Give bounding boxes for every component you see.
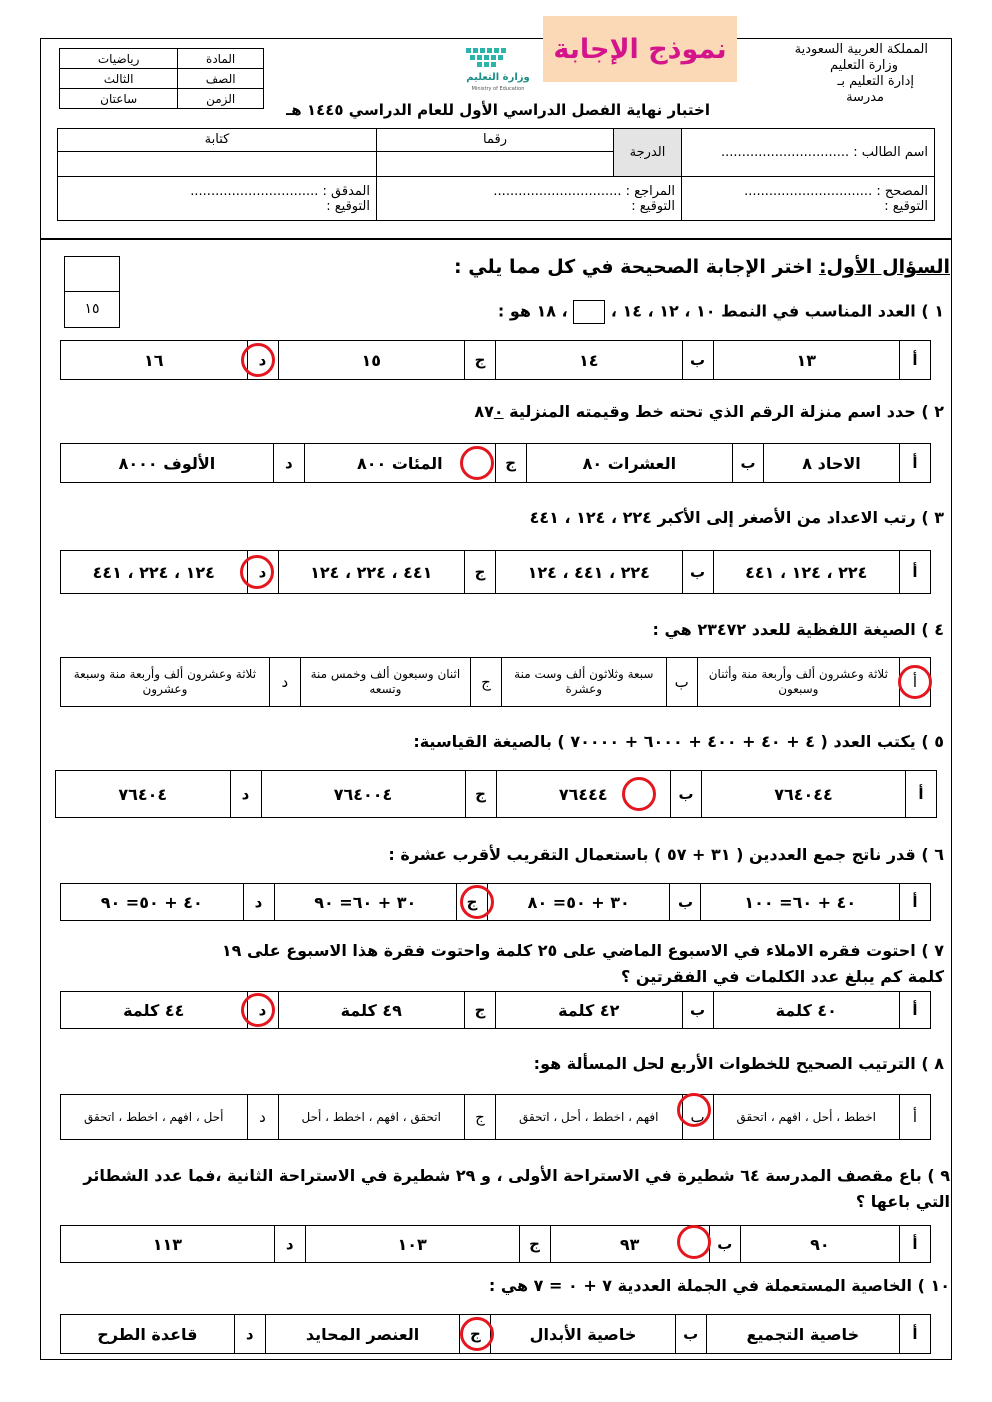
option-c[interactable]: ١٥ (278, 341, 465, 380)
header-divider (40, 238, 952, 240)
option-letter: ج (465, 1095, 496, 1140)
option-letter: د (269, 658, 300, 707)
section-title-text: اختر الإجابة الصحيحة في كل مما يلي : (454, 256, 819, 278)
option-letter: ب (682, 341, 713, 380)
option-letter: أ (900, 992, 931, 1029)
option-c[interactable]: ٤٩ كلمة (278, 992, 465, 1029)
options-q8 (60, 1094, 931, 1140)
option-letter: د (273, 444, 304, 483)
option-a[interactable]: ٩٠ (740, 1226, 899, 1263)
question-text: احتوت فقره الاملاء في الاسبوع الماضي على ٢٥ كلمة واحتوت فقرة هذا الاسبوع على ١٩ كلمة كم يبلغ عدد الكلمات في الفقرتين ؟ (221, 941, 944, 986)
option-a[interactable]: ٤٠ كلمة (713, 992, 900, 1029)
question-text: قدر ناتج جمع العددين ( ٣١ + ٥٧ ) باستعمال التقريب لأقرب عشرة : (388, 845, 916, 864)
reviewer-field: المراجع : ............................... (493, 183, 675, 199)
options-q5 (55, 770, 937, 818)
answer-key-badge: نموذج الإجابة (543, 16, 737, 82)
question-3 (530, 508, 944, 527)
option-a[interactable]: ثلاثة وعشرون ألف وأربعة منة وأثنان وسبعون (697, 658, 899, 707)
option-letter: د (247, 1095, 278, 1140)
option-b[interactable]: افهم ، اخطط ، أحل ، اتحقق (496, 1095, 683, 1140)
grade-words-input[interactable] (58, 152, 376, 176)
option-c[interactable]: المئات ٨٠٠ (304, 444, 495, 483)
options-q6 (60, 883, 931, 921)
question-6 (388, 845, 944, 864)
question-5 (413, 732, 944, 751)
option-letter: أ (900, 1095, 931, 1140)
option-letter: ج (495, 444, 526, 483)
option-letter: أ (900, 884, 931, 921)
question-tail: ، ١٨ هو : (497, 301, 574, 321)
option-d[interactable]: ١٢٤ ، ٢٢٤ ، ٤٤١ (61, 551, 248, 594)
corrector-cell[interactable] (682, 177, 935, 221)
option-letter: أ (900, 658, 931, 707)
option-letter: ب (670, 884, 701, 921)
reviewer-cell[interactable] (377, 177, 682, 221)
question-number: ٤ ) (921, 620, 944, 639)
grade-words-label: كتابة (58, 129, 376, 152)
option-letter: ج (470, 658, 501, 707)
auditor-field: المدقق : ............................... (190, 183, 370, 199)
option-letter: د (274, 1226, 305, 1263)
question-text: رتب الاعداد من الأصغر إلى الأكبر ٢٢٤ ، ١٢٤ ، ٤٤١ (529, 508, 916, 527)
logo-english: Ministry of Education (471, 86, 525, 92)
option-c[interactable]: اتحقق ، افهم ، اخطط ، أحل (278, 1095, 465, 1140)
option-a[interactable]: ٢٢٤ ، ١٢٤ ، ٤٤١ (713, 551, 900, 594)
student-name-field[interactable]: اسم الطالب : ............................... (682, 129, 935, 177)
question-number: ١ ) (921, 301, 944, 321)
duration-label: الزمن (178, 89, 264, 109)
answer-circle (241, 343, 275, 377)
option-d[interactable]: ١١٣ (61, 1226, 275, 1263)
option-a[interactable]: ٤٠ + ٦٠= ١٠٠ (701, 884, 900, 921)
auditor-cell[interactable] (58, 177, 377, 221)
answer-circle (240, 555, 274, 589)
grade-level-value: الثالث (60, 69, 178, 89)
question-number: ٥ ) (921, 732, 944, 751)
option-b[interactable]: ٣٠ + ٥٠= ٨٠ (488, 884, 670, 921)
answer-circle (241, 993, 275, 1027)
header-right (728, 42, 928, 106)
option-letter: أ (900, 341, 931, 380)
administration-label: إدارة التعليم بـ (837, 74, 914, 89)
option-letter: ج (465, 341, 496, 380)
option-b[interactable]: ٩٣ (550, 1226, 709, 1263)
option-letter: ج (460, 1315, 491, 1354)
option-letter: ج (519, 1226, 550, 1263)
option-b[interactable]: ٤٢ كلمة (496, 992, 683, 1029)
options-q1 (60, 340, 931, 380)
answer-circle (460, 446, 494, 480)
option-d[interactable]: قاعدة الطرح (61, 1315, 235, 1354)
option-c[interactable]: ٣٠ + ٦٠= ٩٠ (274, 884, 456, 921)
answer-circle (677, 1225, 711, 1259)
subject-value: رياضيات (60, 49, 178, 69)
option-letter: ب (682, 551, 713, 594)
subject-table (59, 48, 264, 109)
option-b[interactable]: ١٤ (496, 341, 683, 380)
exam-title: اختبار نهاية الفصل الدراسي الأول للعام الدراسي ١٤٤٥ هـ (286, 101, 710, 119)
pattern-blank-box (573, 300, 605, 324)
options-q2 (60, 443, 931, 483)
question-7 (184, 938, 944, 990)
option-letter: ب (682, 1095, 713, 1140)
score-input[interactable] (65, 257, 119, 292)
question-9 (50, 1163, 950, 1215)
answer-circle (898, 665, 932, 699)
option-a[interactable]: ١٣ (713, 341, 900, 380)
section-title-prefix: السؤال الأول: (818, 256, 950, 278)
auditor-signature: التوقيع : (326, 198, 370, 214)
option-a[interactable]: خاصية التجميع (706, 1315, 899, 1354)
option-b[interactable]: سبعة وثلاثون ألف وست منة وعشرة (501, 658, 666, 707)
option-d[interactable]: ٤٤ كلمة (61, 992, 248, 1029)
option-d[interactable]: الألوف ٨٠٠٠ (61, 444, 274, 483)
question-number: ٦ ) (921, 845, 944, 864)
option-letter: ج (457, 884, 488, 921)
question-text: الصيغة اللفظية للعدد ٢٣٤٧٢ هي : (652, 620, 916, 639)
option-letter: ج (465, 771, 496, 818)
option-letter: ب (733, 444, 764, 483)
option-b[interactable]: ٧٦٤٤٤ (496, 771, 671, 818)
question-10 (489, 1276, 950, 1295)
score-total: ١٥ (84, 301, 100, 317)
option-letter: د (243, 884, 274, 921)
option-letter: أ (900, 1315, 931, 1354)
option-c[interactable]: ١٠٣ (305, 1226, 519, 1263)
logo-arabic: وزارة التعليم (466, 72, 530, 83)
option-d[interactable]: ١٦ (61, 341, 248, 380)
option-a[interactable]: الاحاد ٨ (764, 444, 900, 483)
option-a[interactable]: ٧٦٤٠٤٤ (702, 771, 906, 818)
option-c[interactable]: ٤٤١ ، ٢٢٤ ، ١٢٤ (278, 551, 465, 594)
question-8 (534, 1054, 944, 1073)
option-letter: أ (900, 1226, 931, 1263)
question-text: حدد اسم منزلة الرقم الذي تحته خط وقيمته المنزلية (503, 402, 916, 421)
option-c[interactable]: اثنان وسبعون ألف وخمس منة وتسعه (300, 658, 470, 707)
options-q7 (60, 991, 931, 1029)
corrector-field: المصحح : ............................... (744, 183, 928, 199)
kingdom-label: المملكة العربية السعودية (794, 42, 928, 57)
answer-circle (460, 1317, 494, 1351)
option-b[interactable]: خاصية الأبدال (491, 1315, 675, 1354)
option-letter: ج (465, 992, 496, 1029)
reviewer-signature: التوقيع : (631, 198, 675, 214)
place-value-number: ٨٧ (474, 402, 494, 421)
option-letter: د (247, 551, 278, 594)
option-letter: د (234, 1315, 265, 1354)
corrector-signature: التوقيع : (884, 198, 928, 214)
question-number: ٧ ) (921, 941, 944, 960)
options-q10 (60, 1314, 931, 1354)
score-box (64, 256, 120, 328)
option-d[interactable]: ٤٠ + ٥٠= ٩٠ (61, 884, 244, 921)
option-letter: ب (709, 1226, 740, 1263)
answer-circle (677, 1093, 711, 1127)
option-letter: ب (671, 771, 702, 818)
ministry-logo-icon (458, 44, 538, 94)
option-c[interactable]: العنصر المحايد (265, 1315, 460, 1354)
question-text: باع مقصف المدرسة ٦٤ شطيرة في الاستراحة الأولى ، و ٢٩ شطيرة في الاستراحة الثانية ،فما عدد الشطائر التي باعها ؟ (83, 1166, 950, 1211)
underlined-digit: ٠ (493, 402, 504, 421)
options-q9 (60, 1225, 931, 1263)
question-number: ٣ ) (921, 508, 944, 527)
option-b[interactable]: ٢٢٤ ، ٤٤١ ، ١٢٤ (496, 551, 683, 594)
question-text: يكتب العدد ( ٤ + ٤٠ + ٤٠٠ + ٦٠٠٠ + ٧٠٠٠٠ ) بالصيغة القياسية: (413, 732, 916, 751)
question-text: الترتيب الصحيح للخطوات الأربع لحل المسألة هو: (533, 1054, 916, 1073)
grade-digits-input[interactable] (377, 152, 613, 176)
question-1 (498, 300, 944, 324)
subject-label: المادة (178, 49, 264, 69)
duration-value: ساعتان (60, 89, 178, 109)
options-q3 (60, 550, 931, 594)
section-title (454, 256, 950, 278)
answer-circle (622, 777, 656, 811)
question-2 (474, 402, 944, 421)
question-text: الخاصية المستعملة في الجملة العددية ٧ + ٠ = ٧ هي : (488, 1276, 912, 1295)
options-q4 (60, 657, 931, 707)
option-letter: ب (682, 992, 713, 1029)
option-letter: ب (675, 1315, 706, 1354)
ministry-logo (458, 44, 538, 94)
option-letter: ب (666, 658, 697, 707)
option-letter: أ (900, 551, 931, 594)
grade-words-cell (58, 129, 377, 177)
school-label: مدرسة (846, 90, 884, 105)
option-letter: أ (906, 771, 937, 818)
option-d[interactable]: ٧٦٤٠٤ (56, 771, 231, 818)
option-letter: د (247, 341, 278, 380)
option-d[interactable]: أحل ، افهم ، اخطط ، اتحقق (61, 1095, 248, 1140)
option-letter: د (230, 771, 261, 818)
student-info-table (57, 128, 935, 221)
option-d[interactable]: ثلاثة وعشرون ألف وأربعة منة وسبعة وعشرون (61, 658, 270, 707)
ministry-label: وزارة التعليم (829, 58, 898, 73)
grade-digits-cell (377, 129, 614, 177)
grade-digits-label: رقما (377, 129, 613, 152)
grade-level-label: الصف (178, 69, 264, 89)
question-number: ١٠ ) (917, 1276, 950, 1295)
question-number: ٨ ) (921, 1054, 944, 1073)
question-number: ٢ ) (921, 402, 944, 421)
option-letter: أ (900, 444, 931, 483)
option-letter: د (247, 992, 278, 1029)
option-a[interactable]: اخطط ، أحل ، افهم ، اتحقق (713, 1095, 900, 1140)
answer-circle (460, 885, 494, 919)
question-text: العدد المناسب في النمط ١٠ ، ١٢ ، ١٤ ، (605, 301, 916, 321)
question-4 (652, 620, 944, 639)
option-c[interactable]: ٧٦٤٠٠٤ (261, 771, 465, 818)
option-letter: ج (465, 551, 496, 594)
option-b[interactable]: العشرات ٨٠ (526, 444, 732, 483)
question-number: ٩ ) (927, 1166, 950, 1185)
grade-label: الدرجة (614, 129, 682, 177)
